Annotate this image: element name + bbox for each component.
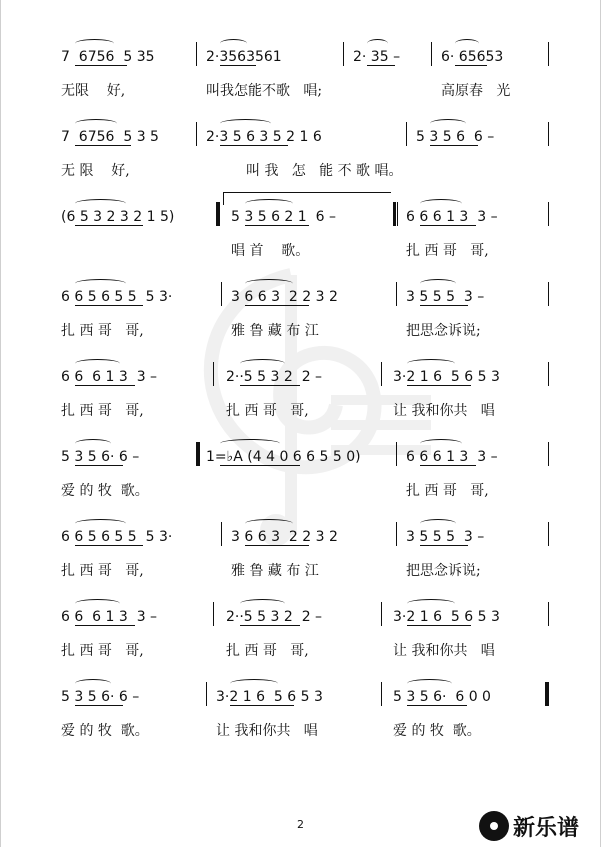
lyrics-line: 爱 的 牧 歌。 — [61, 483, 149, 499]
lyrics-line: 爱 的 牧 歌。 — [61, 723, 149, 739]
measure-notes: 2··5 5 3 2 2 – — [226, 369, 323, 385]
measure-notes: 2·3 5 6 3 5 2 1 6 — [206, 129, 322, 145]
measure-notes: 2··5 5 3 2 2 – — [226, 609, 323, 625]
lyrics-line: 叫 我 怎 能 不 歌 唱。 — [246, 163, 403, 179]
beam-line — [367, 65, 395, 66]
lyrics-line: 扎 西 哥 哥, — [226, 403, 309, 419]
lyrics-line: 扎 西 哥 哥, — [61, 323, 144, 339]
measure-notes: 6 6 5 6 5 5 5 3· — [61, 289, 173, 305]
beam-line — [420, 305, 468, 306]
barline — [221, 282, 222, 306]
beam-line — [75, 225, 143, 226]
beam-line — [245, 305, 309, 306]
measure-notes: 7 6756 5 3 5 — [61, 129, 159, 145]
score-system — [1, 128, 601, 194]
beam-line — [230, 705, 294, 706]
beam-line — [430, 145, 478, 146]
beam-line — [245, 225, 309, 226]
measure-notes: 1=♭A (4 4 0 6 6 5 5 0) — [206, 449, 361, 465]
barline — [548, 202, 549, 226]
beam-line — [420, 225, 476, 226]
lyrics-line: 高原春 光 — [441, 83, 511, 99]
lyrics-line: 雅 鲁 藏 布 江 — [231, 323, 319, 339]
barline — [381, 682, 382, 706]
beam-line — [407, 385, 471, 386]
slur-arc — [430, 119, 466, 128]
slur-arc — [367, 39, 388, 48]
score-system — [1, 48, 601, 114]
slur-arc — [75, 519, 126, 528]
barline — [216, 202, 220, 226]
slur-arc — [245, 279, 293, 288]
barline — [548, 442, 549, 466]
slur-arc — [407, 599, 455, 608]
beam-line — [420, 465, 476, 466]
barline — [206, 682, 207, 706]
slur-arc — [420, 279, 456, 288]
lyrics-line: 扎 西 哥 哥, — [406, 243, 489, 259]
lyrics-line: 雅 鲁 藏 布 江 — [231, 563, 319, 579]
slur-arc — [407, 679, 452, 688]
measure-notes: 3·2 1 6 5 6 5 3 — [393, 369, 500, 385]
measure-notes: 3·2 1 6 5 6 5 3 — [216, 689, 323, 705]
slur-arc — [420, 439, 462, 448]
measure-notes: 6 6 6 1 3 3 – — [61, 609, 158, 625]
measure-notes: 3 5 5 5 3 – — [406, 289, 485, 305]
slur-arc — [75, 199, 126, 208]
measure-notes: 3 5 5 5 3 – — [406, 529, 485, 545]
barline — [393, 202, 398, 226]
barline — [396, 282, 397, 306]
page-number: 2 — [297, 818, 304, 831]
barline — [548, 282, 549, 306]
score-system — [1, 608, 601, 674]
score-system — [1, 288, 601, 354]
lyrics-line: 把思念诉说; — [406, 323, 481, 339]
slur-arc — [75, 439, 111, 448]
measure-notes: 6 6 5 6 5 5 5 3· — [61, 529, 173, 545]
barline — [548, 602, 549, 626]
measure-notes: 5 3 5 6· 6 0 0 — [393, 689, 491, 705]
slur-arc — [220, 39, 247, 48]
lyrics-line: 把思念诉说; — [406, 563, 481, 579]
score-system — [1, 688, 601, 754]
lyrics-line: 扎 西 哥 哥, — [406, 483, 489, 499]
barline — [381, 602, 382, 626]
beam-line — [75, 145, 131, 146]
lyrics-line: 唱 首 歌。 — [231, 243, 310, 259]
beam-line — [75, 705, 123, 706]
slur-arc — [75, 599, 120, 608]
beam-line — [240, 385, 300, 386]
measure-notes: 6 6 6 1 3 3 – — [406, 449, 498, 465]
measure-notes: 3 6 6 3 2 2 3 2 — [231, 289, 338, 305]
record-disc-icon — [479, 811, 509, 841]
slur-arc — [75, 359, 120, 368]
logo-text: 新乐谱 — [513, 815, 580, 841]
barline — [396, 522, 397, 546]
score-system — [1, 368, 601, 434]
lyrics-line: 爱 的 牧 歌。 — [393, 723, 481, 739]
slur-arc — [75, 679, 111, 688]
beam-line — [220, 465, 300, 466]
slur-arc — [75, 39, 114, 48]
measure-notes: 3 6 6 3 2 2 3 2 — [231, 529, 338, 545]
lyrics-line: 无 限 好, — [61, 163, 130, 179]
measure-notes: 5 3 5 6· 6 – — [61, 689, 140, 705]
site-logo — [479, 808, 579, 844]
beam-line — [75, 465, 123, 466]
lyrics-line: 叫我怎能不歌 唱; — [206, 83, 323, 99]
slur-arc — [420, 519, 456, 528]
barline — [196, 442, 200, 466]
beam-line — [75, 625, 135, 626]
measure-notes: 3·2 1 6 5 6 5 3 — [393, 609, 500, 625]
barline — [431, 42, 432, 66]
score-system — [1, 208, 601, 274]
beam-line — [420, 545, 468, 546]
barline — [196, 122, 197, 146]
measure-notes: 6· 65653 — [441, 49, 504, 65]
lyrics-line: 让 我和你共 唱 — [393, 403, 495, 419]
barline — [196, 42, 197, 66]
slur-arc — [75, 119, 117, 128]
measure-notes: 6 6 6 1 3 3 – — [61, 369, 158, 385]
lyrics-line: 让 我和你共 唱 — [393, 643, 495, 659]
barline — [343, 42, 344, 66]
lyrics-line: 扎 西 哥 哥, — [226, 643, 309, 659]
volta-bracket — [223, 192, 391, 205]
barline — [213, 362, 214, 386]
beam-line — [75, 65, 127, 66]
measure-notes: 2·3563561 — [206, 49, 282, 65]
barline — [381, 362, 382, 386]
score-system — [1, 448, 601, 514]
barline — [548, 42, 549, 66]
measure-notes: 6 6 6 1 3 3 – — [406, 209, 498, 225]
slur-arc — [75, 279, 126, 288]
beam-line — [240, 625, 300, 626]
beam-line — [75, 385, 135, 386]
slur-arc — [420, 199, 462, 208]
measure-notes: 5 3 5 6· 6 – — [61, 449, 140, 465]
slur-arc — [230, 679, 278, 688]
slur-arc — [240, 599, 285, 608]
barline — [406, 122, 407, 146]
barline — [213, 602, 214, 626]
slur-arc — [240, 359, 285, 368]
slur-arc — [245, 519, 293, 528]
lyrics-line: 扎 西 哥 哥, — [61, 563, 144, 579]
slur-arc — [407, 359, 455, 368]
slur-arc — [220, 119, 271, 128]
barline — [396, 442, 397, 466]
beam-line — [220, 65, 256, 66]
measure-notes: 7 6756 5 35 — [61, 49, 155, 65]
barline — [221, 522, 222, 546]
lyrics-line: 扎 西 哥 哥, — [61, 403, 144, 419]
beam-line — [220, 145, 288, 146]
barline — [545, 682, 549, 706]
measure-notes: 2· 35 – — [353, 49, 401, 65]
beam-line — [75, 545, 143, 546]
barline — [548, 362, 549, 386]
beam-line — [245, 545, 309, 546]
beam-line — [407, 705, 467, 706]
slur-arc — [455, 39, 479, 48]
lyrics-line: 让 我和你共 唱 — [216, 723, 318, 739]
measure-notes: 5 3 5 6 2 1 6 – — [231, 209, 336, 225]
slur-arc — [220, 439, 280, 448]
measure-notes: 5 3 5 6 6 – — [416, 129, 495, 145]
barline — [548, 122, 549, 146]
beam-line — [455, 65, 487, 66]
lyrics-line: 无限 好, — [61, 83, 126, 99]
beam-line — [407, 625, 471, 626]
lyrics-line: 扎 西 哥 哥, — [61, 643, 144, 659]
score-system — [1, 528, 601, 594]
barline — [548, 522, 549, 546]
beam-line — [75, 305, 143, 306]
measure-notes: (6 5 3 2 3 2 1 5) — [61, 209, 175, 225]
